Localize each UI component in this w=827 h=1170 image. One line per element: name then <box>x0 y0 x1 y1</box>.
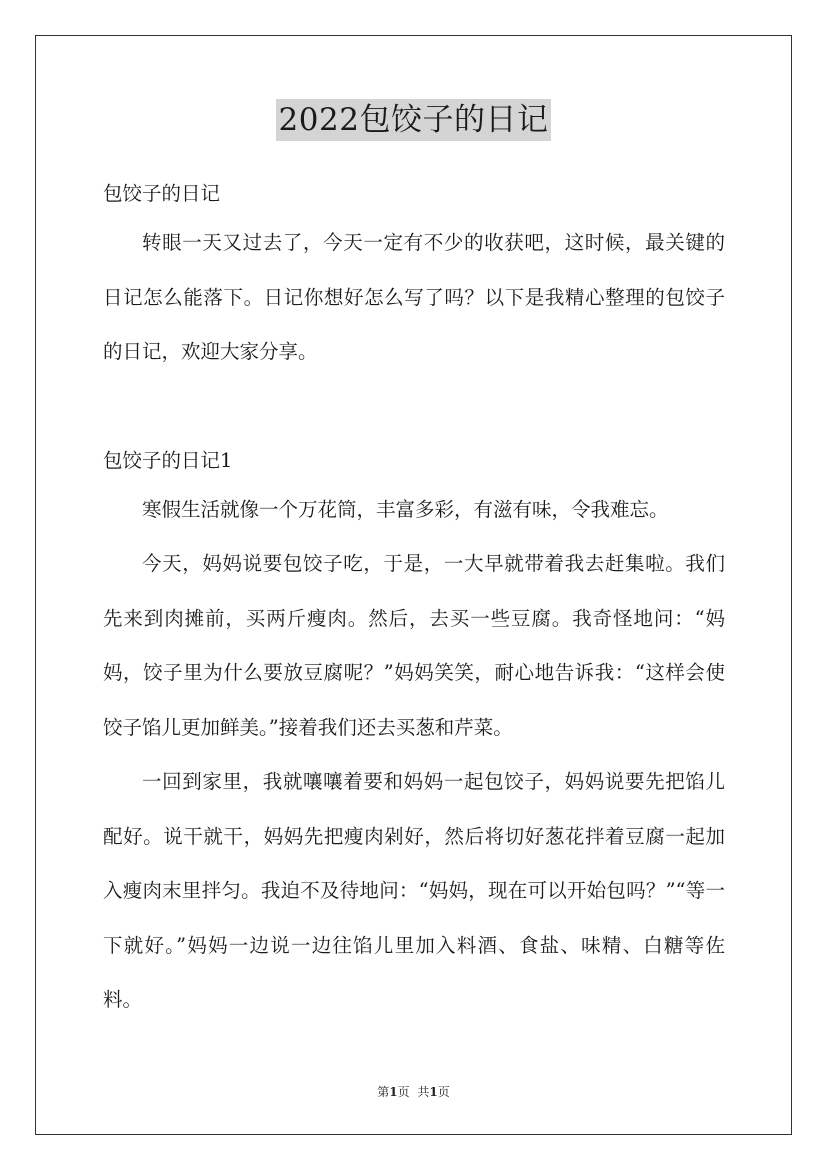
section1-heading: 包饺子的日记1 <box>103 448 233 472</box>
title-container <box>0 99 827 141</box>
section-spacer <box>103 380 725 439</box>
intro-paragraph: 转眼一天又过去了，今天一定有不少的收获吧，这时候，最关键的日记怎么能落下。日记你想好怎么写了吗？以下是我精心整理的包饺子的日记，欢迎大家分享。 <box>103 231 725 363</box>
total-number: 1 <box>429 1085 438 1099</box>
section1-paragraph-1: 寒假生活就像一个万花筒，丰富多彩，有滋有味，令我难忘。 <box>142 497 669 521</box>
page-prefix: 第 <box>377 1085 390 1099</box>
page-number: 1 <box>389 1085 398 1099</box>
intro-heading: 包饺子的日记 <box>103 182 221 205</box>
page-suffix: 页 <box>397 1085 410 1099</box>
total-prefix: 共 <box>417 1085 430 1099</box>
section1-paragraph-2: 今天，妈妈说要包饺子吃，于是，一大早就带着我去赶集啦。我们先来到肉摊前，买两斤瘦肉。然后，去买一些豆腐。我奇怪地问：“妈妈，饺子里为什么要放豆腐呢？”妈妈笑笑，耐心地告诉我：“这样会使饺子馅儿更加鲜美。”接着我们还去买葱和芹菜。 <box>103 552 725 739</box>
section1-paragraph-3: 一回到家里，我就嚷嚷着要和妈妈一起包饺子，妈妈说要先把馅儿配好。说干就干，妈妈先把瘦肉剁好，然后将切好葱花拌着豆腐一起加入瘦肉末里拌匀。我迫不及待地问：“妈妈，现在可以开始包吗？”“等一下就好。”妈妈一边说一边往馅儿里加入料酒、食盐、味精、白糖等佐料。 <box>103 770 725 1011</box>
document-body <box>103 172 725 1028</box>
page-footer <box>0 1083 827 1100</box>
total-suffix: 页 <box>437 1085 450 1099</box>
document-title: 2022包饺子的日记 <box>276 99 552 141</box>
